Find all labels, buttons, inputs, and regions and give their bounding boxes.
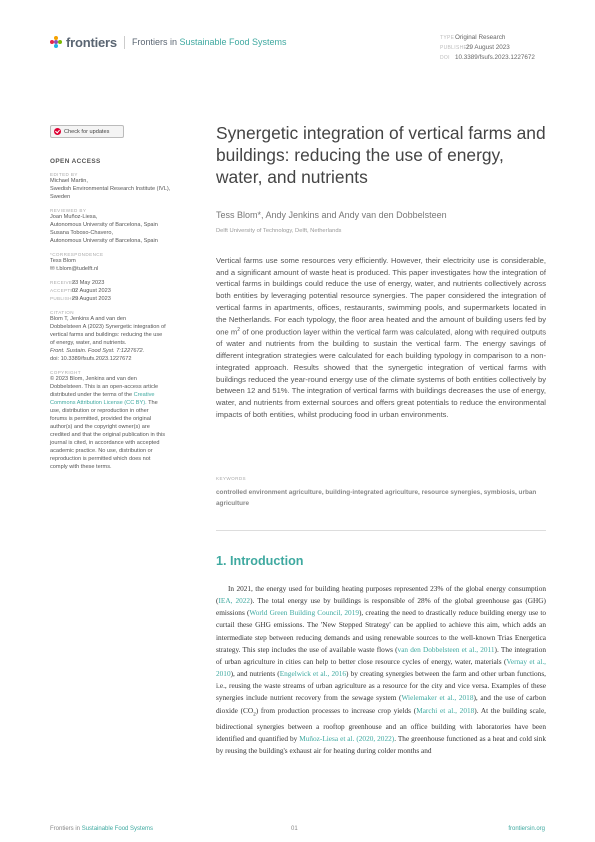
reference-link[interactable]: van den Dobbelsteen et al., 2011 — [397, 644, 495, 654]
check-for-updates-label: Check for updates — [64, 128, 110, 135]
reference-link[interactable]: IEA, 2022 — [218, 596, 251, 606]
copyright-line: credited and that the original publication in this — [50, 432, 166, 438]
copyright-line: Dobbelsteen. This is an open-access article — [50, 384, 159, 390]
reviewer-affiliation: Autonomous University of Barcelona, Spain — [50, 238, 158, 244]
reviewer-name: Susana Toboso-Chavero, — [50, 230, 114, 236]
correspondence-label: *CORRESPONDENCE — [50, 252, 104, 257]
copyright-text: The — [148, 400, 158, 406]
copyright-line: comply with these terms. — [50, 464, 112, 470]
introduction-heading: 1. Introduction — [216, 554, 304, 568]
check-icon — [54, 128, 61, 135]
citation-line: vertical farms and buildings: reducing the use — [50, 332, 163, 338]
meta-key: TYPE — [440, 35, 455, 41]
reference-link[interactable]: Engelwick et al., 2016 — [279, 669, 347, 679]
abstract-superscript: 2 — [237, 327, 241, 334]
abstract-text: of one production layer within the vertical farm was calculated, along with required outputs of water and nutrients from the building to sustain the vertical farm. The energy savings of different integration strategies were calculated for each building typology in comparison to a non-integrated approach. Results showed that the synergetic integration of vertical farms with buildings reduced the year-round energy use of the climate systems of both entities collectively by between 12 and 51%. The integration of vertical farms with buildings decreases the use of energy, water, and nutrients from external sources and offers great potentials to reduce the environmental impacts of both entities, whilst producing food in urban environments. — [216, 327, 546, 419]
meta-value: Original Research — [455, 34, 506, 41]
footer-site-link[interactable]: frontiersin.org — [508, 826, 545, 832]
date-key: RECEIVED — [50, 280, 76, 285]
keywords-label: KEYWORDS — [216, 476, 246, 481]
citation-line: Blom T, Jenkins A and van den — [50, 316, 127, 322]
meta-doi — [440, 53, 535, 63]
open-access-label: OPEN ACCESS — [50, 158, 101, 165]
reviewed-by-label: REVIEWED BY — [50, 208, 87, 213]
citation-label: CITATION — [50, 310, 74, 315]
journal-prefix: Frontiers in — [131, 37, 177, 47]
journal-title: Sustainable Food Systems — [179, 37, 287, 47]
reference-link[interactable]: Marchi et al., 2018 — [416, 705, 475, 715]
copyright-text: distributed under the terms of the — [50, 392, 133, 398]
edited-by-label: EDITED BY — [50, 172, 78, 177]
article-sidebar — [50, 125, 192, 471]
keywords: controlled environment agriculture, building-integrated agriculture, resource synergies, symbiosis, urban agriculture — [216, 489, 537, 507]
article-dates — [50, 279, 192, 303]
intro-text: ), and the use of carbon dioxide (CO — [216, 693, 547, 715]
date-key: PUBLISHED — [50, 296, 79, 301]
frontiers-logo[interactable] — [50, 34, 287, 50]
cc-license-link[interactable]: Creative — [133, 392, 155, 398]
date-value: 02 August 2023 — [72, 288, 111, 294]
intro-text: In 2021, the energy used for building heating purposes represented 23% of the global energy consumption ( — [216, 584, 546, 606]
date-key: ACCEPTED — [50, 288, 78, 293]
copyright-line: journal is cited, in accordance with accepted — [50, 440, 160, 446]
editor-country: Sweden — [50, 194, 71, 200]
citation — [50, 315, 192, 363]
correspondence — [50, 257, 192, 273]
frontiers-logo-icon — [50, 36, 63, 49]
reviewer-name: Joan Muñoz-Liesa, — [50, 214, 98, 220]
intro-text: ), and nutrients ( — [230, 669, 280, 679]
article-meta — [440, 33, 535, 63]
brand-name: frontiers — [66, 34, 117, 50]
reference-link[interactable]: World Green Building Council, 2019 — [249, 608, 359, 618]
abstract — [216, 255, 546, 420]
copyright-line: author(s) and the copyright owner(s) are — [50, 424, 150, 430]
editor-name: Michael Martin, — [50, 178, 88, 184]
date-value: 29 August 2023 — [72, 296, 111, 302]
date-accepted — [50, 287, 192, 295]
copyright-line — [50, 391, 192, 399]
intro-text: ). The integration of urban agriculture in cities can help to better close resource cycles of energy, water, materials ( — [216, 644, 546, 666]
corresponding-author: Tess Blom — [50, 258, 76, 264]
page-number: 01 — [291, 826, 298, 832]
reference-link[interactable]: Muñoz-Liesa et al. (2020, 2022) — [299, 734, 395, 744]
introduction-text — [216, 583, 546, 758]
meta-value: 29 August 2023 — [466, 44, 510, 51]
meta-type — [440, 33, 535, 43]
section-divider — [216, 530, 546, 531]
copyright-line: use, distribution or reproduction in other — [50, 408, 149, 414]
intro-subscript: 2 — [253, 712, 256, 718]
date-published — [50, 295, 192, 303]
copyright-line — [50, 399, 192, 407]
intro-text: ) by creating synergies between the farm and other urban functions, i.e., reusing the waste streams of urban agriculture as a resource for the city and vice versa. Examples of these synergies include nutrient recovery from the sewage system ( — [216, 669, 546, 703]
cc-license-link-cont[interactable]: Commons Attribution License (CC BY). — [50, 400, 147, 406]
citation-doi[interactable]: doi: 10.3389/fsufs.2023.1227672 — [50, 356, 132, 362]
copyright-line: © 2023 Blom, Jenkins and van den — [50, 376, 137, 382]
copyright-line: academic practice. No use, distribution or — [50, 448, 153, 454]
date-value: 23 May 2023 — [72, 280, 105, 286]
check-for-updates-button[interactable] — [50, 125, 124, 138]
copyright — [50, 375, 192, 471]
copyright-label: COPYRIGHT — [50, 370, 81, 375]
meta-published — [440, 43, 535, 53]
citation-journal: Front. Sustain. Food Syst. 7:1227672. — [50, 348, 145, 354]
abstract-text: Vertical farms use some resources very efficiently. However, their electricity use is considerable, and a significant amount of waste heat is produced. This paper investigates how the integration of vertical farms in buildings could reduce the use of energy, water, and nutrients collectively across both entities by leveraging potential resource synergies. The paper considered the integration of vertical farms in apartments, offices, restaurants, swimming pools, and supermarkets located in the Netherlands. For each typology, the floor area heated and the amount of building users fed by one m — [216, 256, 546, 337]
intro-text: ) from production processes to increase crop yields ( — [255, 705, 417, 715]
footer-prefix: Frontiers in — [50, 826, 81, 832]
intro-text: ). At the building scale, bidirectional synergies between a rooftop greenhouse and an office building with laboratories have been identified and quantified by — [216, 705, 547, 744]
intro-text: . The greenhouse functioned as a heat and cold sink by reusing the building's exhaust air for heating during colder months and — [216, 734, 546, 756]
author-affiliation: Delft University of Technology, Delft, Netherlands — [216, 228, 342, 234]
meta-key: PUBLISHED — [440, 45, 472, 51]
meta-key: DOI — [440, 55, 450, 61]
meta-value[interactable]: 10.3389/fsufs.2023.1227672 — [455, 54, 535, 61]
journal-name[interactable] — [132, 37, 287, 47]
article-title: Synergetic integration of vertical farms and buildings: reducing the use of energy, water, and nutrients — [216, 123, 546, 187]
logo-divider — [124, 36, 125, 49]
intro-text: ), creating the need to drastically reduce building energy use to curtail these GHG emissions. The 'New Stepped Strategy' can be applied to achieve this aim, which adds an intermediate step between reducing demands and using renewable sources to the well-known Trias Energetica strategy. This step includes the use of available waste flows ( — [216, 608, 547, 654]
date-received — [50, 279, 192, 287]
correspondence-email[interactable]: ✉ t.blom@tudelft.nl — [50, 266, 99, 272]
footer-journal-name: Sustainable Food Systems — [81, 826, 154, 832]
editor-affiliation: Swedish Environmental Research Institute (IVL), — [50, 186, 171, 192]
reviewer-affiliation: Autonomous University of Barcelona, Spain — [50, 222, 158, 228]
reference-link[interactable]: Wielemaker et al., 2018 — [401, 693, 474, 703]
article-authors[interactable]: Tess Blom*, Andy Jenkins and Andy van den Dobbelsteen — [216, 210, 447, 220]
page-footer — [0, 826, 595, 838]
citation-line: of energy, water, and nutrients. — [50, 340, 127, 346]
footer-journal[interactable] — [50, 826, 153, 832]
copyright-line: reproduction is permitted which does not — [50, 456, 151, 462]
reviewed-by — [50, 213, 192, 245]
copyright-line: forums is permitted, provided the original — [50, 416, 152, 422]
reference-link[interactable]: Vernay et al., 2010 — [216, 656, 546, 679]
edited-by — [50, 177, 192, 201]
citation-line: Dobbelsteen A (2023) Synergetic integration of — [50, 324, 166, 330]
intro-text: ). The total energy use by buildings is responsible of 28% of the global greenhouse gas (GHG) emissions ( — [216, 596, 546, 618]
